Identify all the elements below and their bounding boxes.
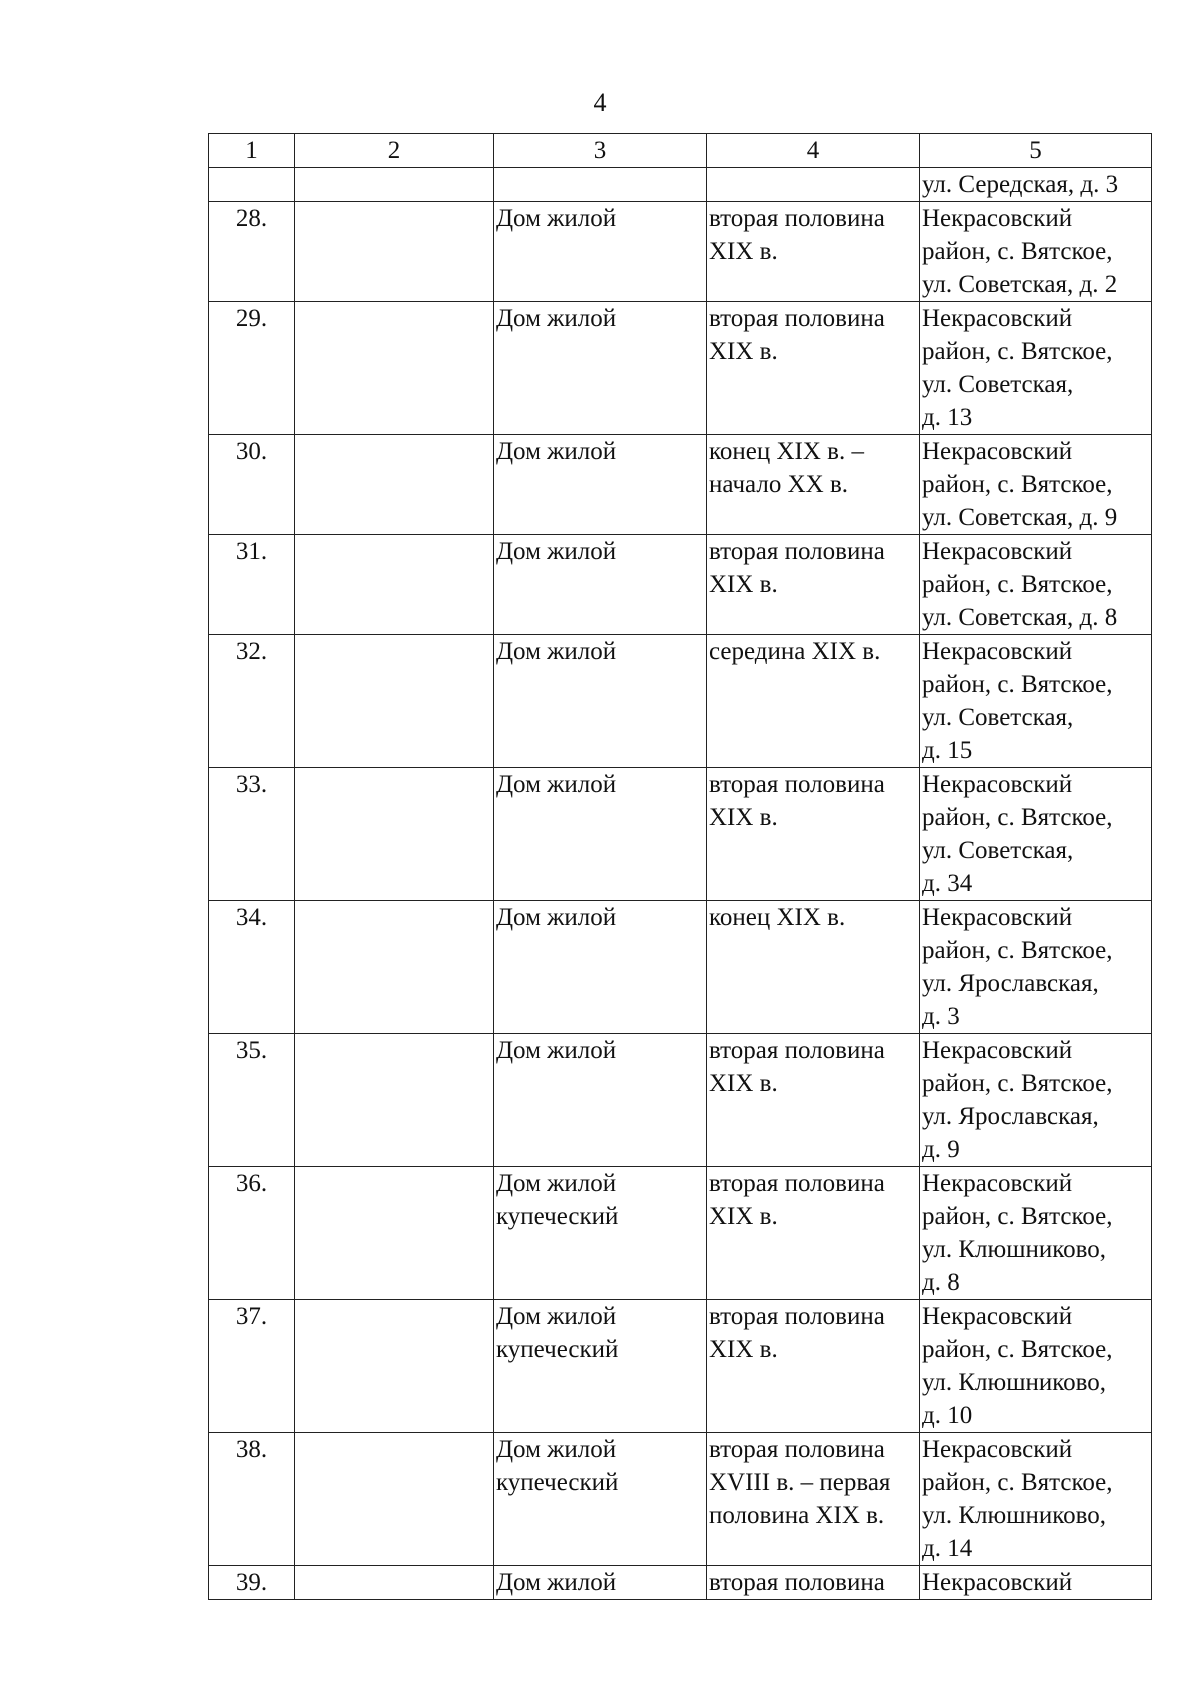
cell-number: 37. xyxy=(209,1300,295,1433)
cell-col2 xyxy=(295,202,494,302)
cell-col2 xyxy=(295,635,494,768)
cell-col2 xyxy=(295,535,494,635)
cell-col3: Дом жилой xyxy=(494,901,707,1034)
cell-col5: Некрасовский район, с. Вятское, ул. Клюшниково, д. 10 xyxy=(920,1300,1152,1433)
cell-number: 33. xyxy=(209,768,295,901)
cell-col5: Некрасовский район, с. Вятское, ул. Клюшниково, д. 8 xyxy=(920,1167,1152,1300)
cell-col2 xyxy=(295,768,494,901)
cell-col4: вторая половина XIX в. xyxy=(707,535,920,635)
cell-col3: Дом жилой xyxy=(494,435,707,535)
cell-col4: вторая половина xyxy=(707,1566,920,1600)
cell-col5: Некрасовский район, с. Вятское, ул. Советская, д. 34 xyxy=(920,768,1152,901)
cell-col5: Некрасовский район, с. Вятское, ул. Советская, д. 8 xyxy=(920,535,1152,635)
cell-number xyxy=(209,168,295,202)
cell-number: 28. xyxy=(209,202,295,302)
cell-col3: Дом жилой xyxy=(494,635,707,768)
continuation-row xyxy=(209,168,1152,202)
cell-col5: Некрасовский район, с. Вятское, ул. Советская, д. 15 xyxy=(920,635,1152,768)
cell-col4: середина XIX в. xyxy=(707,635,920,768)
cell-col3: Дом жилой xyxy=(494,202,707,302)
cell-col3: Дом жилой xyxy=(494,768,707,901)
table-row xyxy=(209,1433,1152,1566)
cell-col4: вторая половина XIX в. xyxy=(707,202,920,302)
column-header-4: 4 xyxy=(707,134,920,168)
cell-col5: Некрасовский район, с. Вятское, ул. Клюшниково, д. 14 xyxy=(920,1433,1152,1566)
column-header-3: 3 xyxy=(494,134,707,168)
table-body xyxy=(209,168,1152,1600)
table-row xyxy=(209,302,1152,435)
cell-col4: вторая половина XIX в. xyxy=(707,302,920,435)
table-row xyxy=(209,901,1152,1034)
cell-col5: Некрасовский район, с. Вятское, ул. Ярославская, д. 3 xyxy=(920,901,1152,1034)
cell-number: 32. xyxy=(209,635,295,768)
cell-number: 36. xyxy=(209,1167,295,1300)
cell-col3: Дом жилой xyxy=(494,535,707,635)
cell-col3: Дом жилой xyxy=(494,1034,707,1167)
cell-number: 30. xyxy=(209,435,295,535)
cell-number: 35. xyxy=(209,1034,295,1167)
cell-col4: вторая половина XVIII в. – первая половина XIX в. xyxy=(707,1433,920,1566)
cell-col2 xyxy=(295,302,494,435)
table-row xyxy=(209,1300,1152,1433)
cell-col4 xyxy=(707,168,920,202)
cell-col4: конец XIX в. xyxy=(707,901,920,1034)
cell-col2 xyxy=(295,1034,494,1167)
cell-col3: Дом жилой xyxy=(494,302,707,435)
cell-col5: Некрасовский район, с. Вятское, ул. Советская, д. 9 xyxy=(920,435,1152,535)
cell-col4: вторая половина XIX в. xyxy=(707,1300,920,1433)
cell-col4: вторая половина XIX в. xyxy=(707,1034,920,1167)
cell-number: 39. xyxy=(209,1566,295,1600)
page-number: 4 xyxy=(593,88,607,117)
column-header-2: 2 xyxy=(295,134,494,168)
heritage-objects-table xyxy=(208,133,1152,1600)
cell-number: 31. xyxy=(209,535,295,635)
cell-number: 38. xyxy=(209,1433,295,1566)
column-header-1: 1 xyxy=(209,134,295,168)
cell-col3: Дом жилой купеческий xyxy=(494,1433,707,1566)
cell-col3: Дом жилой xyxy=(494,1566,707,1600)
table-row xyxy=(209,435,1152,535)
table-row xyxy=(209,535,1152,635)
table-row xyxy=(209,1034,1152,1167)
cell-col2 xyxy=(295,1300,494,1433)
table-row xyxy=(209,1566,1152,1600)
cell-col4: вторая половина XIX в. xyxy=(707,1167,920,1300)
cell-col2 xyxy=(295,901,494,1034)
cell-col5: Некрасовский xyxy=(920,1566,1152,1600)
cell-col2 xyxy=(295,435,494,535)
cell-col2 xyxy=(295,1167,494,1300)
cell-number: 29. xyxy=(209,302,295,435)
cell-number: 34. xyxy=(209,901,295,1034)
header-row xyxy=(209,134,1152,168)
cell-col5: Некрасовский район, с. Вятское, ул. Советская, д. 2 xyxy=(920,202,1152,302)
cell-col5: Некрасовский район, с. Вятское, ул. Советская, д. 13 xyxy=(920,302,1152,435)
cell-col4: вторая половина XIX в. xyxy=(707,768,920,901)
table-row xyxy=(209,202,1152,302)
cell-col3: Дом жилой купеческий xyxy=(494,1300,707,1433)
table-row xyxy=(209,1167,1152,1300)
cell-col4: конец XIX в. – начало XX в. xyxy=(707,435,920,535)
table-row xyxy=(209,768,1152,901)
cell-col5: Некрасовский район, с. Вятское, ул. Ярославская, д. 9 xyxy=(920,1034,1152,1167)
column-header-5: 5 xyxy=(920,134,1152,168)
cell-col2 xyxy=(295,168,494,202)
cell-col2 xyxy=(295,1566,494,1600)
cell-col2 xyxy=(295,1433,494,1566)
cell-col5: ул. Середская, д. 3 xyxy=(920,168,1152,202)
cell-col3: Дом жилой купеческий xyxy=(494,1167,707,1300)
cell-col3 xyxy=(494,168,707,202)
table-row xyxy=(209,635,1152,768)
